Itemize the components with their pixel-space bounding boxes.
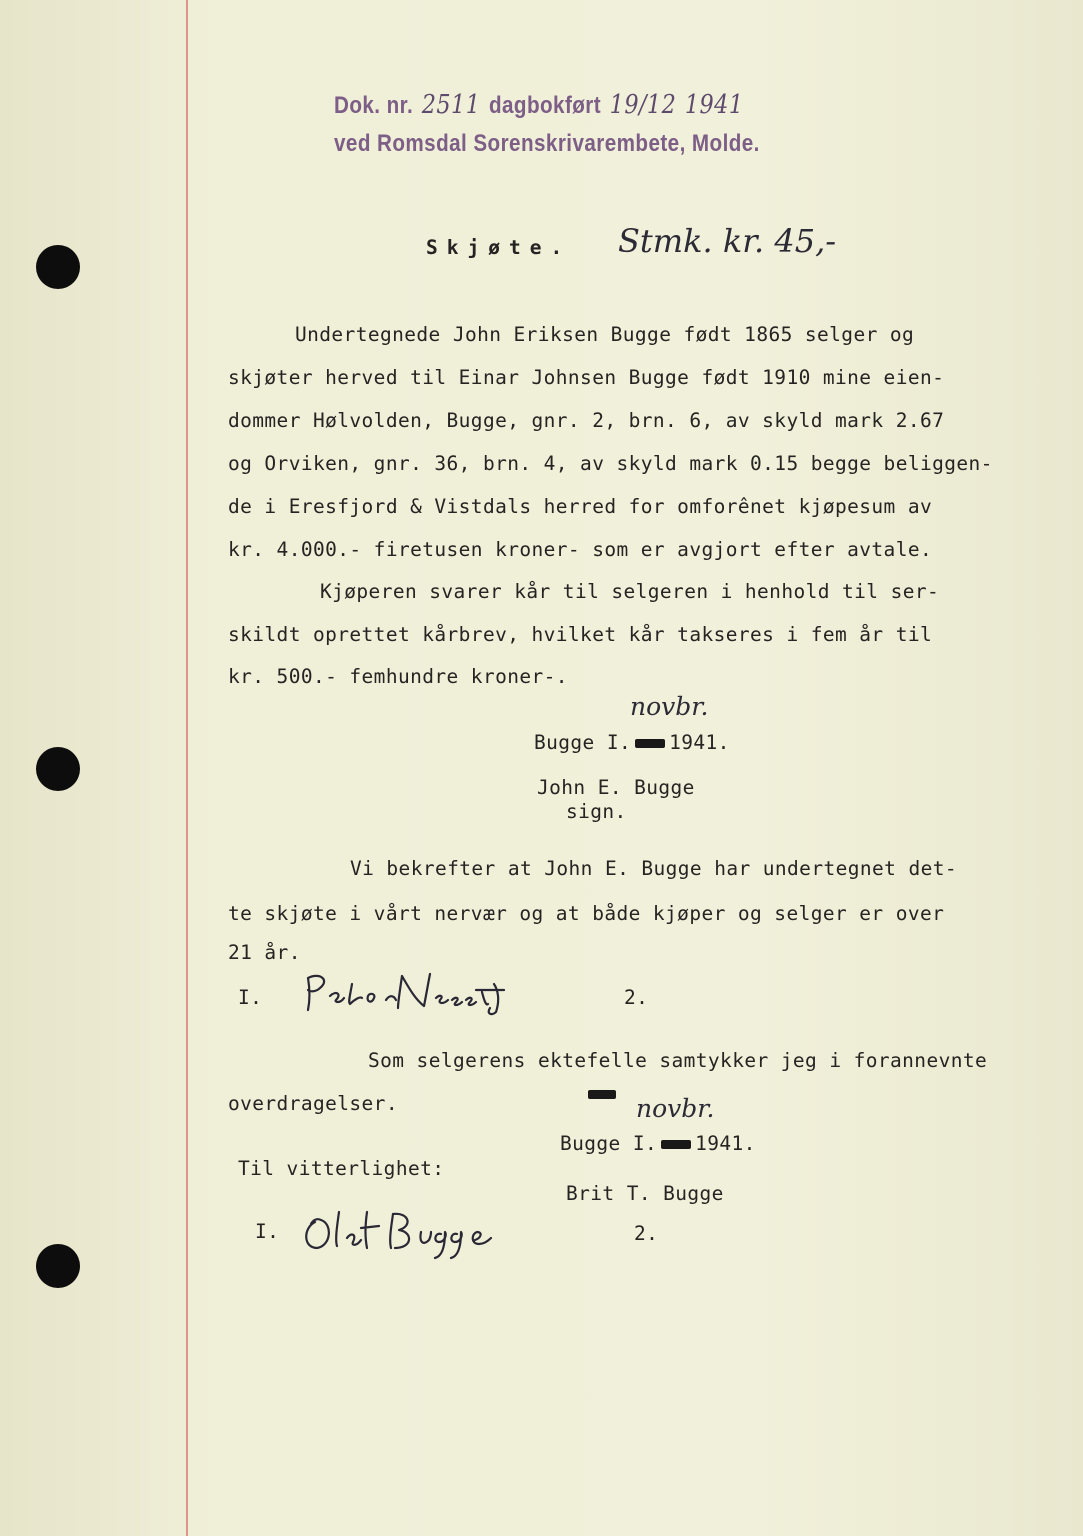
body-line: dommer Hølvolden, Bugge, gnr. 2, brn. 6, av skyld mark 2.67	[228, 409, 945, 432]
punch-hole	[36, 245, 80, 289]
signatory-name: John E. Bugge	[537, 776, 695, 799]
struck-out-mark	[635, 739, 665, 748]
body-line: de i Eresfjord & Vistdals herred for omforênet kjøpesum av	[228, 495, 933, 518]
witness-2-label: 2.	[624, 986, 649, 1009]
spouse-line: overdragelser.	[228, 1092, 398, 1115]
stamp-doc-number: 2511	[421, 90, 481, 120]
witness-line: Vi bekrefter at John E. Bugge har undertegnet det-	[350, 857, 957, 880]
stamp-fee-note: Stmk. kr. 45,-	[618, 222, 837, 260]
stamp-year: 1941	[684, 90, 744, 120]
witness-3-signature	[295, 1198, 535, 1268]
place-date	[560, 1132, 756, 1155]
registration-stamp-line2: ved Romsdal Sorenskrivarembete, Molde.	[334, 130, 760, 157]
body-line: kr. 4.000.- firetusen kroner- som er avgjort efter avtale.	[228, 538, 933, 561]
signatory-name: Brit T. Bugge	[566, 1182, 724, 1205]
body-line: Undertegnede John Eriksen Bugge født 1865 selger og	[295, 323, 915, 346]
place-date	[534, 731, 730, 754]
place-date-year: 1941.	[695, 1132, 756, 1155]
witness-line: 21 år.	[228, 941, 301, 964]
witness-line: te skjøte i vårt nervær og at både kjøper og selger er over	[228, 902, 945, 925]
witness-3-label: I.	[255, 1220, 280, 1243]
place-date-prefix: Bugge I.	[534, 731, 632, 754]
margin-rule	[186, 0, 188, 1536]
struck-out-mark	[588, 1090, 616, 1099]
body-line: Kjøperen svarer kår til selgeren i henhold til ser-	[320, 580, 940, 603]
punch-hole	[36, 1244, 80, 1288]
handwritten-month: novbr.	[636, 1094, 715, 1123]
place-date-year: 1941.	[669, 731, 730, 754]
punch-hole	[36, 747, 80, 791]
vitterlighet-label: Til vitterlighet:	[238, 1157, 445, 1180]
signatory-sign: sign.	[566, 800, 627, 823]
place-date-prefix: Bugge I.	[560, 1132, 658, 1155]
witness-4-label: 2.	[634, 1222, 659, 1245]
spouse-line: Som selgerens ektefelle samtykker jeg i forannevnte	[368, 1049, 988, 1072]
body-line: skjøter herved til Einar Johnsen Bugge født 1910 mine eien-	[228, 366, 945, 389]
struck-out-mark	[661, 1140, 691, 1149]
handwritten-month: novbr.	[630, 692, 709, 721]
registration-stamp-line1	[334, 90, 752, 120]
stamp-date: 19/12	[609, 90, 677, 120]
witness-1-signature	[290, 960, 520, 1020]
stamp-dagbokfort: dagbokført	[488, 92, 602, 119]
document-title: Skjøte.	[426, 236, 572, 259]
stamp-prefix: Dok. nr.	[334, 92, 414, 119]
body-line: kr. 500.- femhundre kroner-.	[228, 665, 568, 688]
witness-1-label: I.	[238, 986, 263, 1009]
body-line: og Orviken, gnr. 36, brn. 4, av skyld mark 0.15 begge beliggen-	[228, 452, 993, 475]
body-line: skildt oprettet kårbrev, hvilket kår takseres i fem år til	[228, 623, 933, 646]
